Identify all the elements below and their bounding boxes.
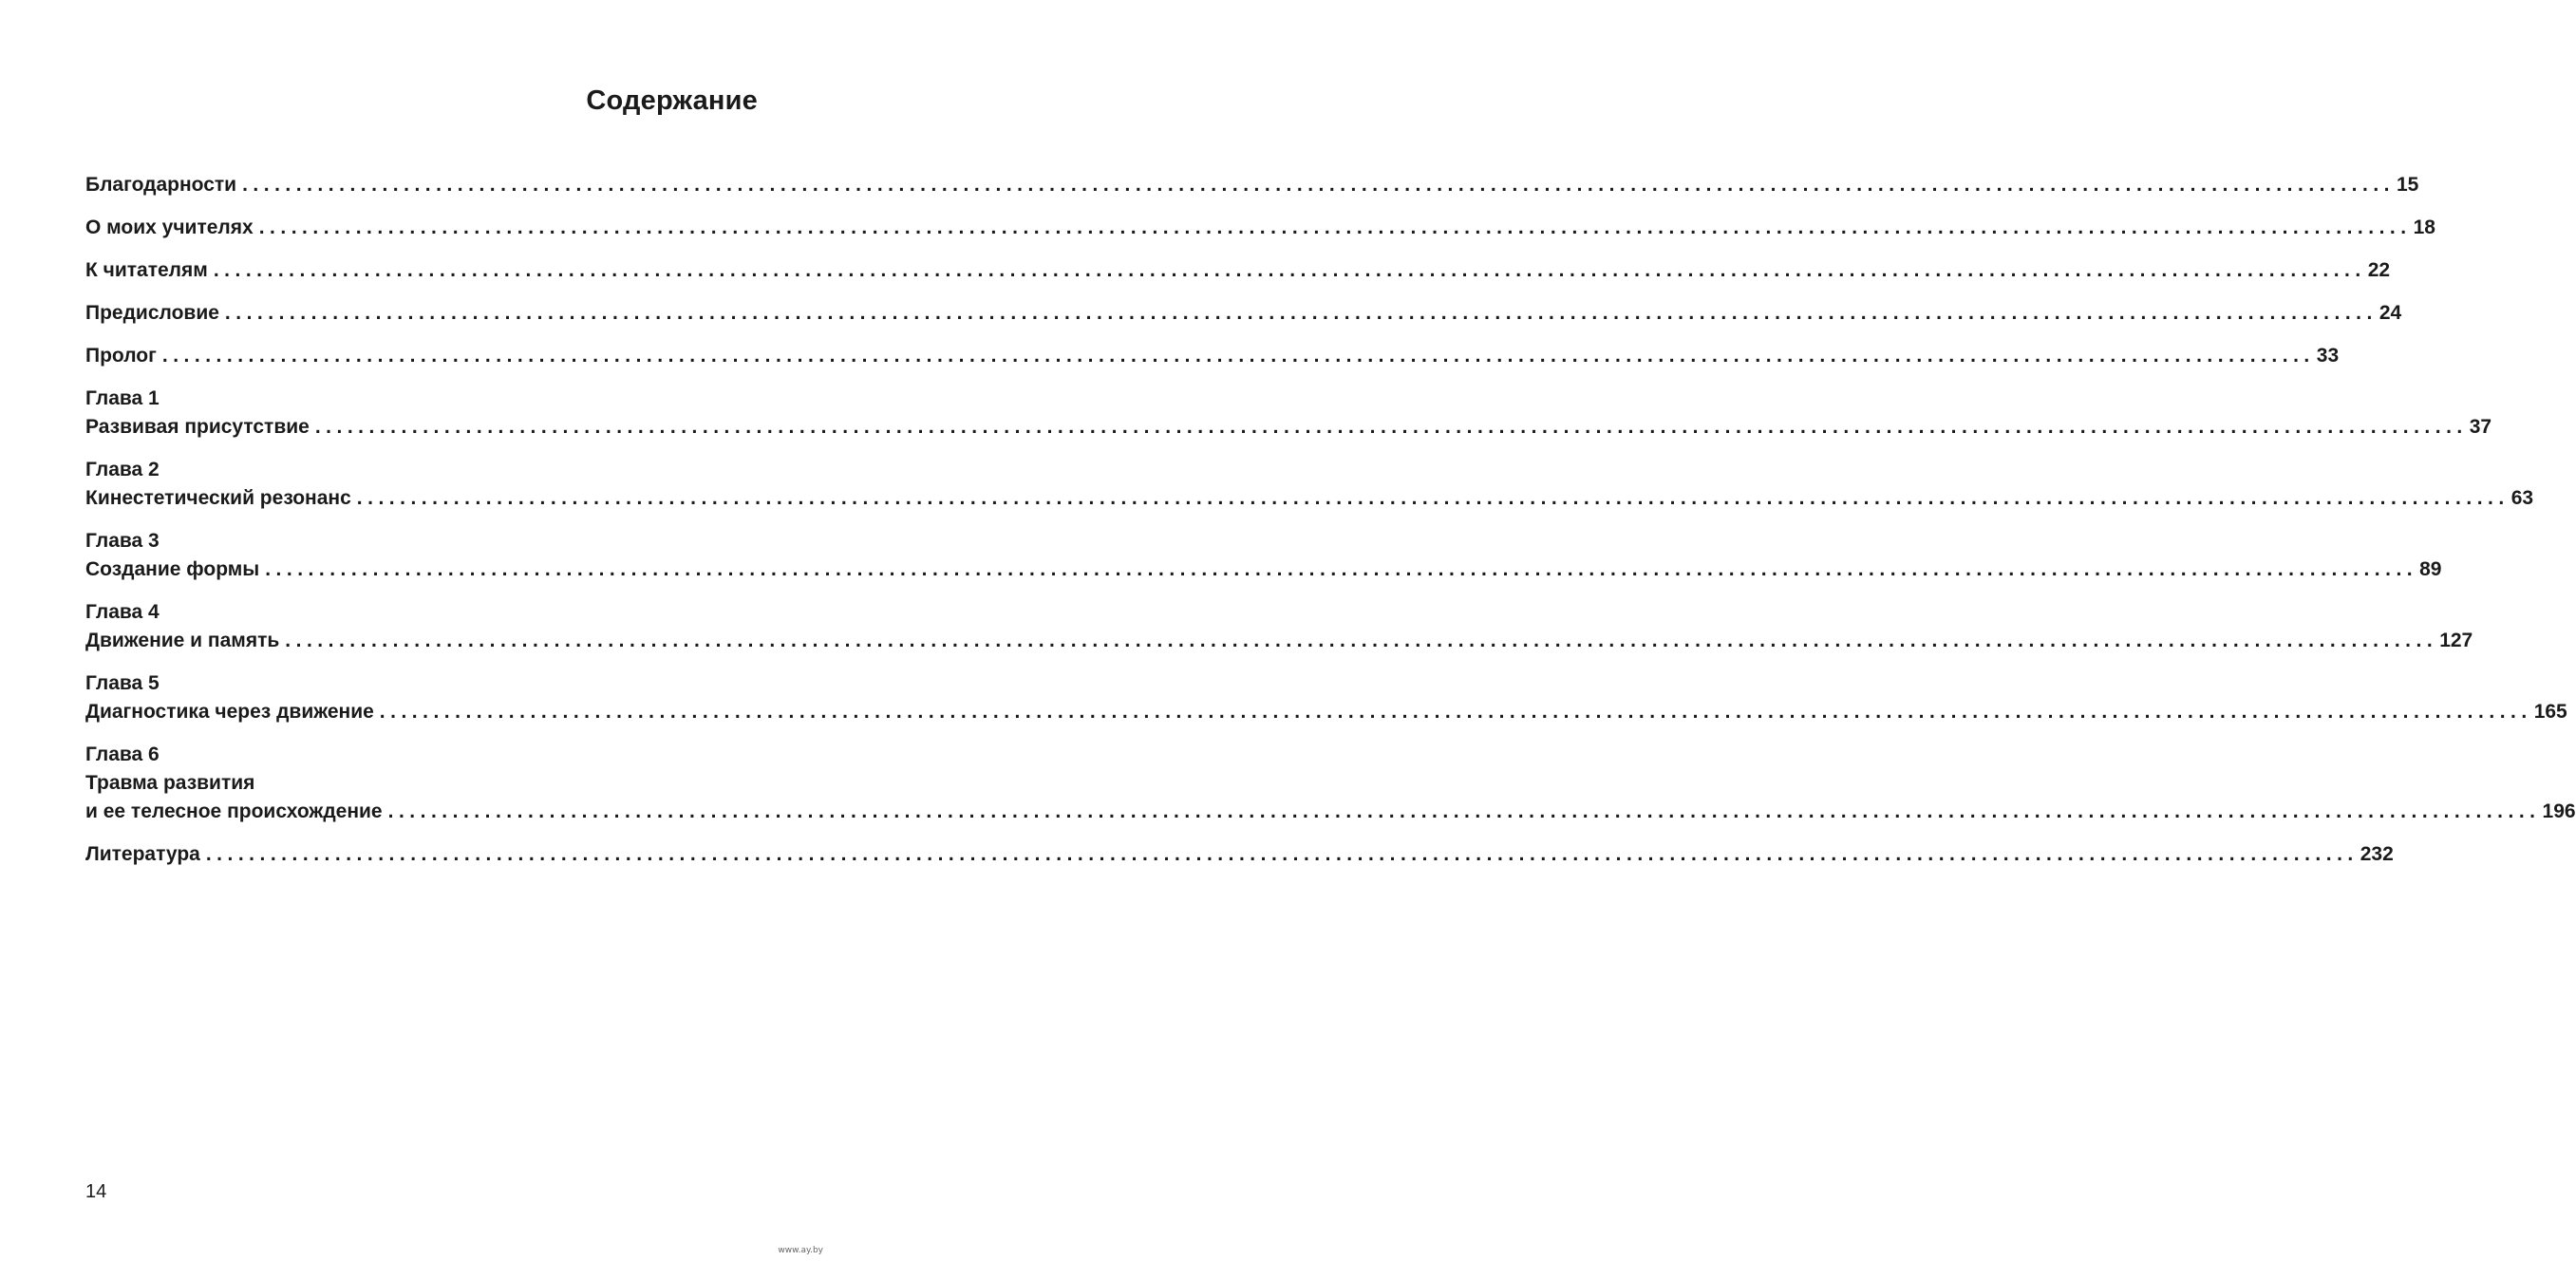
watermark: www.ay.by	[778, 1246, 823, 1255]
toc-entry-line	[85, 484, 2534, 513]
toc-entry-line	[85, 798, 2576, 826]
toc-entry	[85, 456, 2534, 513]
page-number: 14	[85, 1181, 107, 1202]
dot-leader: ........................................................................................................................................................................................................	[224, 302, 2378, 324]
dot-leader: ........................................................................................................................................................................................................	[265, 558, 2418, 580]
toc-entry-page-number: 165	[2533, 701, 2567, 723]
toc-entry	[85, 527, 2442, 584]
toc-entry-page-number: 63	[2510, 487, 2534, 509]
dot-leader: ........................................................................................................................................................................................................	[258, 216, 2412, 238]
toc-entry-title: и ее телесное происхождение	[85, 800, 383, 822]
toc-entry-heading-line: Глава 4	[85, 601, 160, 623]
toc-entry-page-number: 18	[2413, 216, 2435, 238]
toc-entry-page-number: 15	[2397, 174, 2419, 196]
toc-entry-heading-line: Глава 3	[85, 530, 160, 552]
toc-entry-line	[85, 627, 2473, 655]
page-title: Содержание	[586, 85, 758, 116]
dot-leader: ........................................................................................................................................................................................................	[379, 701, 2532, 723]
toc-entry-page-number: 196	[2542, 800, 2576, 822]
toc-entry	[85, 214, 2435, 242]
toc-entry	[85, 342, 2340, 370]
dot-leader: ........................................................................................................................................................................................................	[285, 630, 2438, 651]
toc-entry-title: Создание формы	[85, 558, 260, 580]
toc-entry	[85, 840, 2394, 869]
toc-entry	[85, 256, 2391, 285]
toc-entry-page-number: 127	[2439, 630, 2473, 651]
toc-entry-line	[85, 413, 2492, 442]
toc-entry-title: Пролог	[85, 345, 157, 367]
toc-entry-title: Благодарности	[85, 174, 237, 196]
toc-entry-page-number: 37	[2469, 416, 2492, 438]
toc-entry-page-number: 89	[2419, 558, 2442, 580]
toc-entry-title: Развивая присутствие	[85, 416, 310, 438]
toc-entry-heading-line: Глава 5	[85, 672, 160, 694]
toc-entry-line	[85, 256, 2391, 285]
toc-entry-title: О моих учителях	[85, 216, 254, 238]
toc-entry	[85, 385, 2492, 442]
toc-entry-page-number: 33	[2316, 345, 2340, 367]
toc-entry-line	[85, 555, 2442, 584]
toc-entry-line	[85, 698, 2567, 726]
toc-entry	[85, 669, 2567, 726]
toc-entry-line	[85, 171, 2419, 199]
toc-entry	[85, 171, 2419, 199]
toc-entry-line	[85, 342, 2340, 370]
toc-entry	[85, 299, 2402, 328]
dot-leader: ........................................................................................................................................................................................................	[242, 174, 2395, 196]
toc-entry	[85, 598, 2473, 655]
toc-entry-line	[85, 840, 2394, 869]
dot-leader: ........................................................................................................................................................................................................	[314, 416, 2468, 438]
toc-entry-title: Диагностика через движение	[85, 701, 374, 723]
toc-entry-page-number: 232	[2360, 843, 2394, 865]
toc-entry-line	[85, 299, 2402, 328]
dot-leader: ........................................................................................................................................................................................................	[213, 259, 2366, 281]
toc-entry-heading-line: Глава 1	[85, 387, 160, 409]
toc-entry-title: Движение и память	[85, 630, 280, 651]
toc-entry-line	[85, 214, 2435, 242]
dot-leader: ........................................................................................................................................................................................................	[356, 487, 2510, 509]
toc-entry-heading-line: Травма развития	[85, 772, 255, 794]
toc-entry	[85, 741, 2576, 826]
toc-entry-heading-line: Глава 6	[85, 743, 160, 765]
table-of-contents	[85, 171, 2576, 869]
toc-entry-title: Литература	[85, 843, 200, 865]
toc-entry-title: Предисловие	[85, 302, 219, 324]
toc-entry-heading-line: Глава 2	[85, 459, 160, 480]
toc-entry-page-number: 22	[2367, 259, 2391, 281]
dot-leader: ........................................................................................................................................................................................................	[205, 843, 2359, 865]
toc-entry-page-number: 24	[2379, 302, 2402, 324]
dot-leader: ........................................................................................................................................................................................................	[387, 800, 2541, 822]
toc-entry-title: Кинестетический резонанс	[85, 487, 351, 509]
toc-entry-title: К читателям	[85, 259, 208, 281]
dot-leader: ........................................................................................................................................................................................................	[161, 345, 2315, 367]
